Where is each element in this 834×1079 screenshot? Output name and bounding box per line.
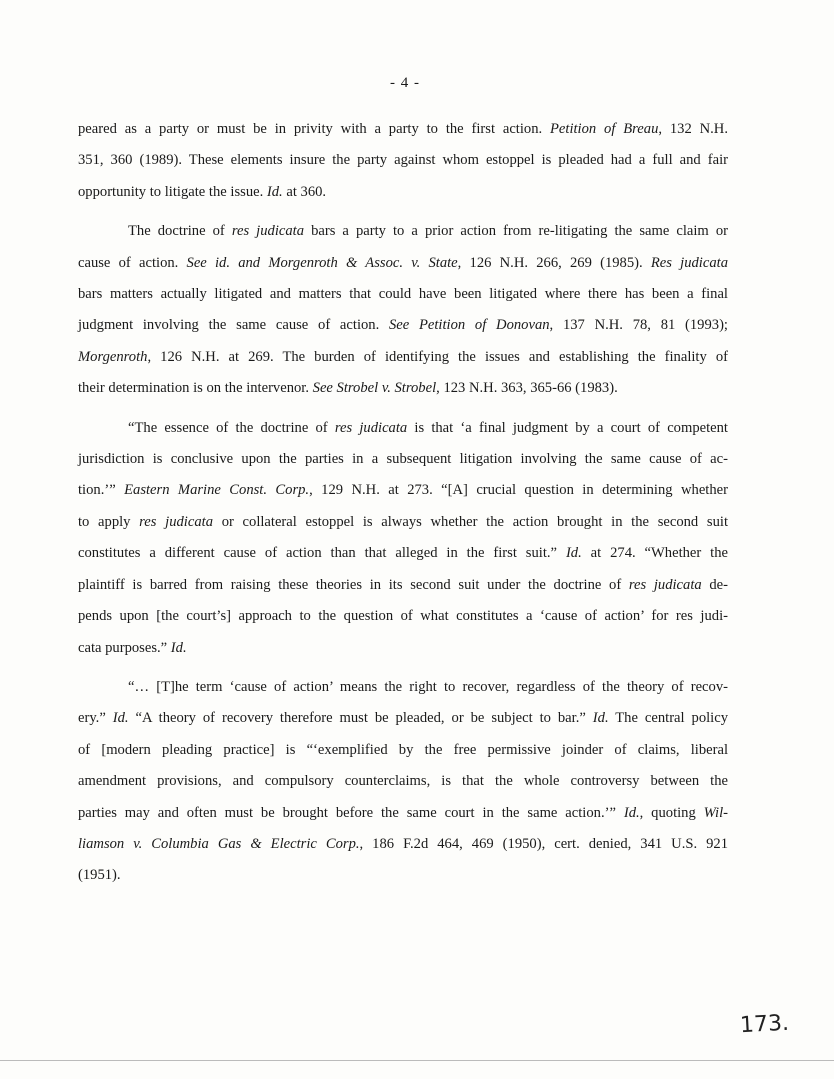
text-line: cause of action. See id. and Morgenroth & Assoc. v. State, 126 N.H. 266, 269 (1985). Res judicata: [78, 254, 728, 271]
text-line: of [modern pleading practice] is “‘exemplified by the free permissive joinder of claims, liberal: [78, 741, 728, 758]
page-number: - 4 -: [390, 75, 420, 91]
text-line: opportunity to litigate the issue. Id. at 360.: [78, 183, 327, 200]
text-line: liamson v. Columbia Gas & Electric Corp., 186 F.2d 464, 469 (1950), cert. denied, 341 U.S. 921: [78, 835, 729, 852]
text-line: constitutes a different cause of action than that alleged in the first suit.” Id. at 274. “Whether the: [78, 545, 728, 562]
text-line: peared as a party or must be in privity with a party to the first action. Petition of Breau, 132 N.H.: [78, 121, 728, 137]
text-line: plaintiff is barred from raising these theories in its second suit under the doctrine of res judicata de-: [78, 576, 728, 593]
paragraph-gap: [78, 208, 728, 216]
paragraph: [78, 413, 728, 664]
text-line: bars matters actually litigated and matters that could have been litigated where there has been a final: [78, 286, 728, 303]
text-line: “The essence of the doctrine of res judicata is that ‘a final judgment by a court of competent: [128, 419, 728, 436]
text-line: 351, 360 (1989). These elements insure the party against whom estoppel is pleaded had a full and fair: [78, 152, 728, 169]
text-line: tion.’” Eastern Marine Const. Corp., 129 N.H. at 273. “[A] crucial question in determining whether: [78, 482, 729, 499]
text-line: cata purposes.” Id.: [78, 639, 187, 656]
scan-artifact: [0, 1060, 834, 1061]
text-line: their determination is on the intervenor. See Strobel v. Strobel, 123 N.H. 363, 365-66 (1983).: [78, 380, 618, 397]
paragraph-gap: [78, 664, 728, 672]
text-line: jurisdiction is conclusive upon the parties in a subsequent litigation involving the same cause of ac-: [78, 451, 728, 468]
paragraph: [78, 114, 728, 208]
text-line: ery.” Id. “A theory of recovery therefore must be pleaded, or be subject to bar.” Id. The central policy: [78, 710, 729, 727]
paragraph: [78, 672, 728, 892]
paragraph-gap: [78, 405, 728, 413]
text-line: to apply res judicata or collateral estoppel is always whether the action brought in the second suit: [78, 513, 729, 530]
text-line: amendment provisions, and compulsory counterclaims, is that the whole controversy between the: [78, 773, 728, 790]
text-line: parties may and often must be brought before the same court in the same action.’” Id., quoting Wil-: [78, 804, 728, 821]
text-line: pends upon [the court’s] approach to the question of what constitutes a ‘cause of action’ for res judi-: [78, 608, 728, 625]
text-line: “… [T]he term ‘cause of action’ means the right to recover, regardless of the theory of recov-: [128, 678, 728, 695]
handwritten-page-annotation: 173.: [739, 1010, 790, 1039]
text-line: judgment involving the same cause of action. See Petition of Donovan, 137 N.H. 78, 81 (1993);: [78, 317, 728, 334]
text-line: The doctrine of res judicata bars a party to a prior action from re-litigating the same claim or: [128, 223, 728, 240]
text-line: (1951).: [78, 867, 121, 884]
document-body: [78, 114, 728, 892]
paragraph: [78, 216, 728, 404]
text-line: Morgenroth, 126 N.H. at 269. The burden of identifying the issues and establishing the finality of: [78, 348, 728, 365]
